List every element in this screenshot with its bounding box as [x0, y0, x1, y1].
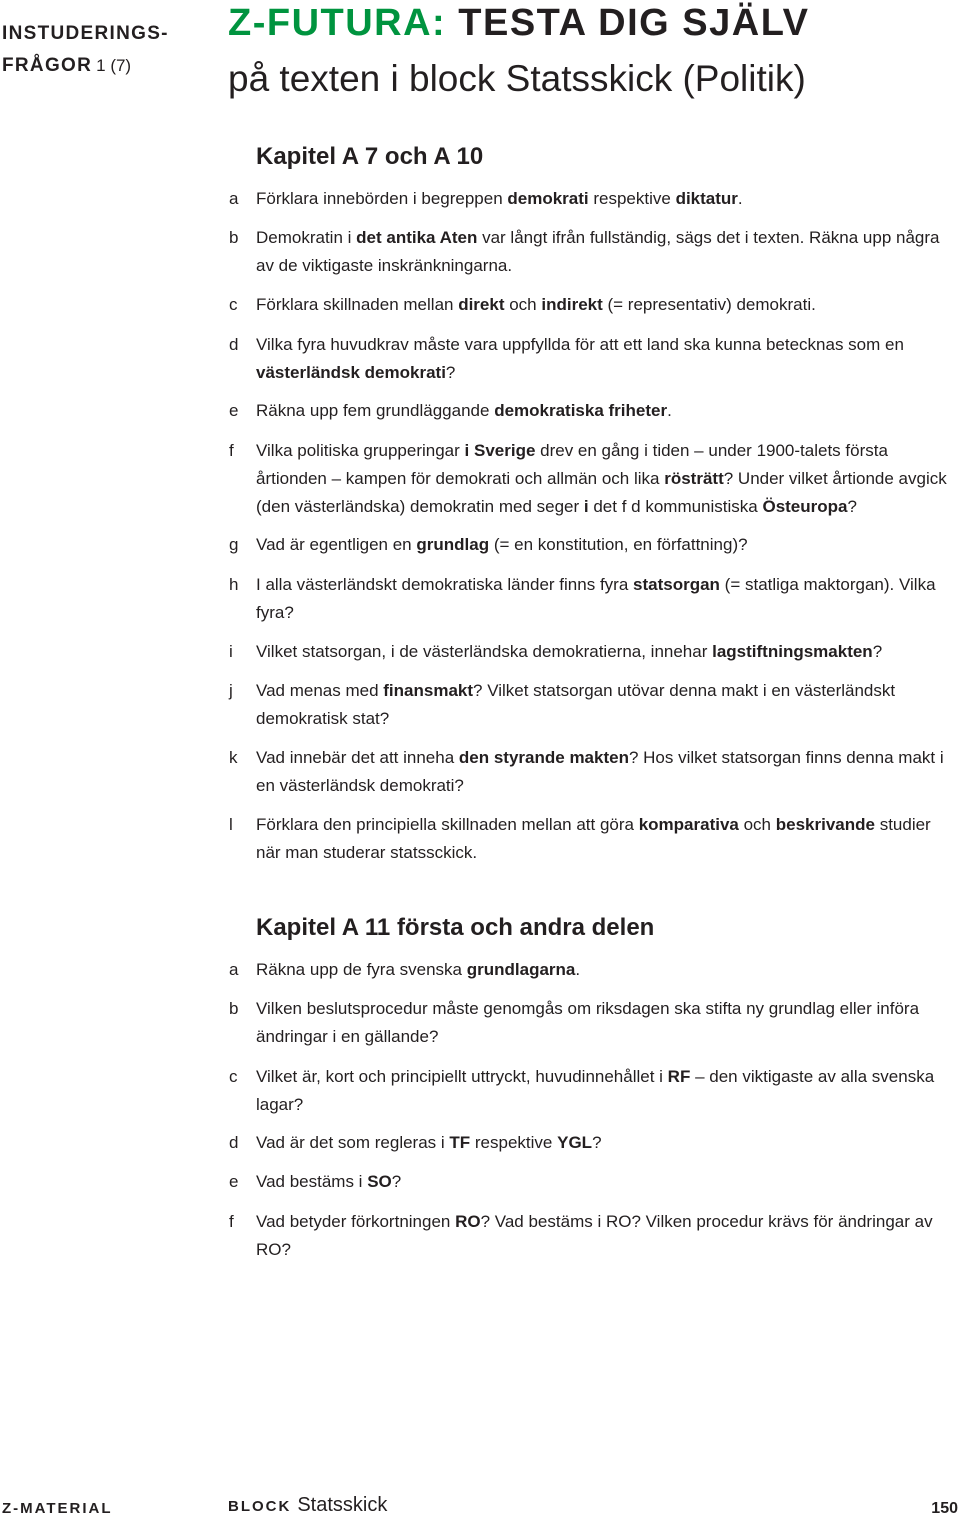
- bold-term: SO: [367, 1172, 392, 1191]
- question-text: [256, 397, 956, 425]
- page-subtitle: på texten i block Statsskick (Politik): [228, 58, 806, 99]
- text-run: drev en gång i tiden – under 1900-talets första årtionden – kampen för demokrati och allmän och lika: [256, 441, 888, 488]
- question-letter: c: [229, 1067, 238, 1086]
- bold-term: YGL: [557, 1133, 593, 1152]
- bold-term: diktatur: [675, 189, 738, 208]
- text-run: Vilka politiska grupperingar: [256, 441, 465, 460]
- bold-term: TF: [449, 1133, 471, 1152]
- bold-term: indirekt: [541, 295, 603, 314]
- text-run: Förklara skillnaden mellan: [256, 295, 459, 314]
- question-text: [256, 744, 956, 800]
- page-indicator: 1 (7): [96, 56, 132, 75]
- question-letter: b: [229, 228, 239, 247]
- text-run: studier när man studerar statssckick.: [256, 815, 931, 862]
- page-title: [228, 0, 809, 48]
- text-run: Vilket är, kort och principiellt uttryckt, huvudinnehållet i: [256, 1067, 668, 1086]
- bold-term: det antika Aten: [356, 228, 478, 247]
- text-run: (= en konstitution, en författning)?: [489, 535, 748, 554]
- question-letter: b: [229, 999, 239, 1018]
- bold-term: i Sverige: [464, 441, 536, 460]
- question-text: [256, 638, 956, 666]
- bold-term: grundlag: [416, 535, 490, 554]
- question-text: [256, 1063, 956, 1119]
- question-letter: f: [229, 441, 234, 460]
- question-text: [256, 437, 956, 521]
- text-run: ?: [872, 642, 883, 661]
- text-run: och: [504, 295, 542, 314]
- question-letter: l: [229, 815, 233, 834]
- text-run: Räkna upp de fyra svenska: [256, 960, 467, 979]
- text-run: respektive: [588, 189, 676, 208]
- brand-name: Z-FUTURA:: [228, 2, 447, 44]
- question-letter: a: [229, 960, 239, 979]
- question-letter: a: [229, 189, 239, 208]
- bold-term: demokratiska friheter: [494, 401, 668, 420]
- text-run: Vilket statsorgan, i de västerländska demokratierna, innehar: [256, 642, 713, 661]
- text-run: och: [738, 815, 776, 834]
- text-run: .: [737, 189, 743, 208]
- question-letter: c: [229, 295, 238, 314]
- text-run: ? Vilket statsorgan utövar denna makt i en västerländskt demokratisk stat?: [256, 681, 896, 728]
- question-text: [256, 1208, 956, 1264]
- side-label: [2, 18, 202, 82]
- bold-term: beskrivande: [775, 815, 875, 834]
- question-letter: h: [229, 575, 239, 594]
- bold-term: RO: [455, 1212, 481, 1231]
- bold-term: finansmakt: [383, 681, 474, 700]
- question-text: [256, 571, 956, 627]
- text-run: .: [667, 401, 672, 420]
- question-text: [256, 995, 956, 1051]
- question-letter: j: [229, 681, 233, 700]
- text-run: Förklara innebörden i begreppen: [256, 189, 508, 208]
- text-run: Vad bestäms i: [256, 1172, 368, 1191]
- bold-term: komparativa: [638, 815, 739, 834]
- text-run: Vad är det som regleras i: [256, 1133, 450, 1152]
- text-run: (= statliga maktorgan). Vilka fyra?: [256, 575, 936, 622]
- question-letter: e: [229, 401, 239, 420]
- question-text: [256, 185, 956, 213]
- text-run: Vad menas med: [256, 681, 384, 700]
- text-run: I alla västerländskt demokratiska länder finns fyra: [256, 575, 634, 594]
- question-letter: g: [229, 535, 239, 554]
- bold-term: grundlagarna: [466, 960, 576, 979]
- page-footer: [0, 1494, 960, 1524]
- question-text: [256, 531, 956, 559]
- question-text: [256, 677, 956, 733]
- text-run: Vilka fyra huvudkrav måste vara uppfyllda för att ett land ska kunna betecknas som en: [256, 335, 904, 354]
- bold-term: den styrande makten: [458, 748, 629, 767]
- text-run: Vilken beslutsprocedur måste genomgås om riksdagen ska stifta ny grundlag eller införa ändringar i en gällande?: [256, 999, 920, 1046]
- text-run: ?: [847, 497, 857, 516]
- text-run: .: [575, 960, 581, 979]
- question-letter: d: [229, 1133, 239, 1152]
- text-run: Vad innebär det att inneha: [256, 748, 459, 767]
- title-text: TESTA DIG SJÄLV: [458, 2, 810, 44]
- text-run: Förklara den principiella skillnaden mellan att göra: [256, 815, 639, 834]
- bold-term: västerländsk demokrati: [256, 363, 446, 382]
- bold-term: Östeuropa: [762, 497, 848, 516]
- side-label-line1: INSTUDERINGS-: [2, 23, 169, 44]
- footer-series: Z-MATERIAL: [2, 1500, 113, 1517]
- text-run: ?: [592, 1133, 602, 1152]
- text-run: Demokratin i: [256, 228, 357, 247]
- text-run: (= representativ) demokrati.: [602, 295, 816, 314]
- text-run: ?: [445, 363, 456, 382]
- text-run: Vad betyder förkortningen: [256, 1212, 456, 1231]
- question-letter: i: [229, 642, 233, 661]
- text-run: ? Under vilket årtionde avgick (den västerländska) demokratin med seger: [256, 469, 947, 516]
- text-run: respektive: [470, 1133, 558, 1152]
- question-letter: d: [229, 335, 239, 354]
- question-text: [256, 331, 956, 387]
- question-text: [256, 291, 956, 319]
- text-run: ? Hos vilket statsorgan finns denna makt i en västerländsk demokrati?: [256, 748, 944, 795]
- text-run: Räkna upp fem grundläggande: [256, 401, 495, 420]
- bold-term: rösträtt: [664, 469, 724, 488]
- footer-block-name: Statsskick: [297, 1494, 388, 1516]
- question-letter: k: [229, 748, 238, 767]
- question-text: [256, 224, 956, 280]
- text-run: ? Vad bestäms i RO? Vilken procedur krävs för ändringar av RO?: [256, 1212, 933, 1259]
- bold-term: direkt: [458, 295, 505, 314]
- text-run: var långt ifrån fullständig, sägs det i texten. Räkna upp några av de viktigaste inskränkningarna.: [256, 228, 940, 275]
- question-text: [256, 1168, 956, 1196]
- section-heading: Kapitel A 7 och A 10: [256, 143, 484, 170]
- bold-term: lagstiftningsmakten: [712, 642, 873, 661]
- text-run: – den viktigaste av alla svenska lagar?: [256, 1067, 935, 1114]
- question-text: [256, 811, 956, 867]
- question-letter: e: [229, 1172, 239, 1191]
- page-number: 150: [931, 1500, 958, 1517]
- text-run: Vad är egentligen en: [256, 535, 417, 554]
- question-letter: f: [229, 1212, 234, 1231]
- bold-term: i: [583, 497, 589, 516]
- footer-block-label: BLOCK: [228, 1498, 292, 1515]
- question-text: [256, 956, 956, 984]
- bold-term: statsorgan: [633, 575, 720, 594]
- bold-term: demokrati: [507, 189, 589, 208]
- side-label-word: FRÅGOR: [2, 55, 93, 76]
- text-run: ?: [391, 1172, 402, 1191]
- text-run: det f d kommunistiska: [588, 497, 763, 516]
- question-text: [256, 1129, 956, 1157]
- section-heading: Kapitel A 11 första och andra delen: [256, 914, 655, 941]
- side-label-line2: [2, 50, 202, 82]
- footer-block: [228, 1494, 387, 1517]
- bold-term: RF: [667, 1067, 691, 1086]
